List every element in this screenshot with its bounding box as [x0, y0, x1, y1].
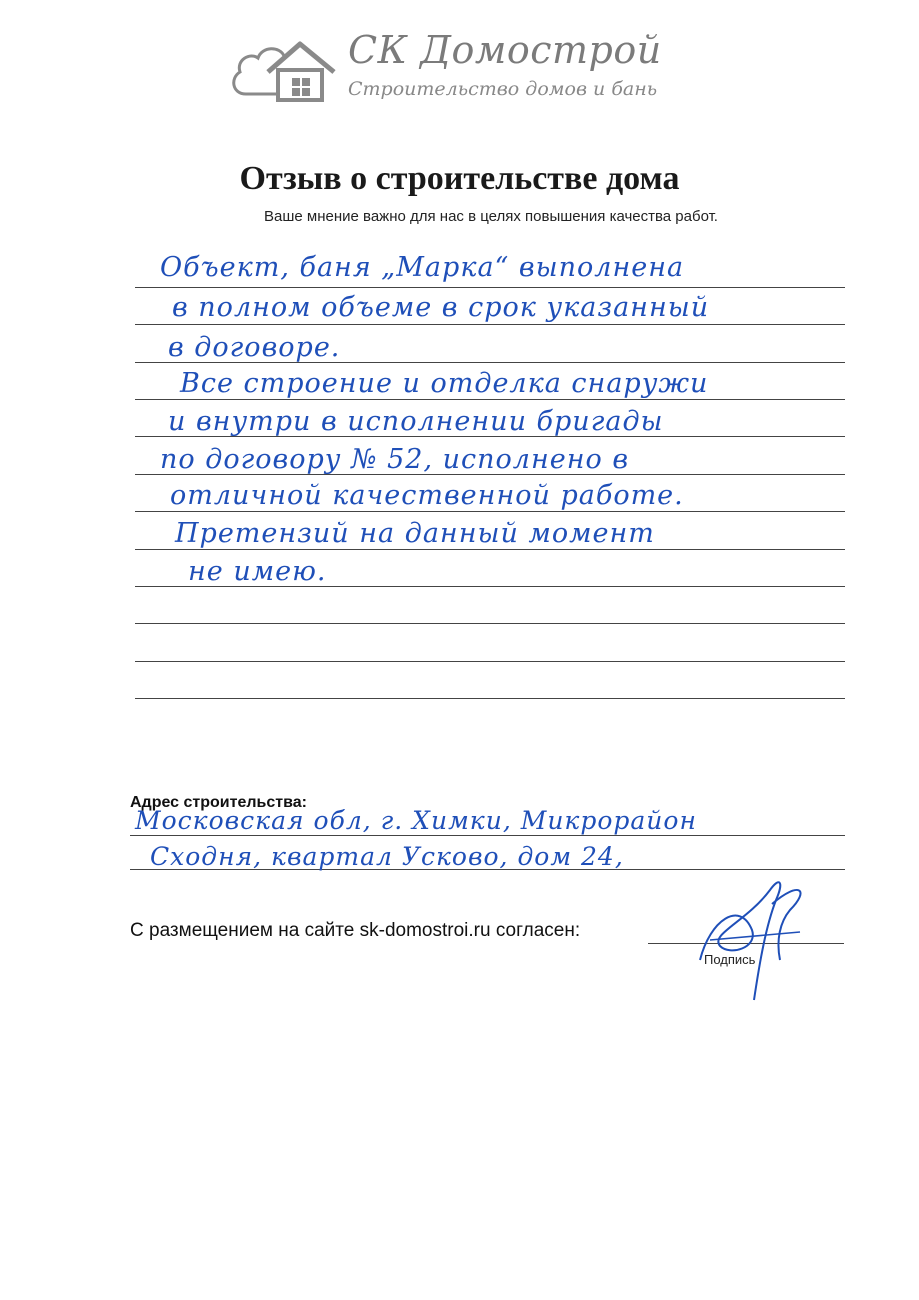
- logo-subtitle: Строительство домов и бань: [348, 78, 658, 100]
- review-line: по договору № 52, исполнено в: [160, 444, 630, 475]
- ruled-line: [135, 399, 845, 400]
- review-line: в полном объеме в срок указанный: [172, 292, 710, 323]
- review-line: отличной качественной работе.: [170, 480, 684, 511]
- ruled-line: [135, 698, 845, 699]
- ruled-line: [135, 511, 845, 512]
- ruled-line: [135, 324, 845, 325]
- ruled-line: [135, 623, 845, 624]
- address-label: Адрес строительства:: [130, 794, 307, 811]
- consent-label: С размещением на сайте sk-domostroi.ru согласен:: [130, 920, 581, 941]
- review-line: не имею.: [188, 556, 327, 587]
- ruled-line: [135, 549, 845, 550]
- review-line: в договоре.: [168, 332, 341, 363]
- signature-caption: Подпись: [704, 952, 756, 967]
- house-cloud-icon: [228, 28, 340, 106]
- address-line: Сходня, квартал Усково, дом 24,: [150, 842, 624, 871]
- address-line: Московская обл, г. Химки, Микрорайон: [135, 806, 697, 835]
- company-logo: [228, 18, 718, 108]
- review-line: Все строение и отделка снаружи: [180, 368, 709, 399]
- ruled-line: [135, 287, 845, 288]
- handwritten-signature: [680, 860, 840, 1010]
- review-line: Претензий на данный момент: [175, 518, 655, 549]
- review-line: Объект, баня „Марка“ выполнена: [160, 252, 685, 283]
- ruled-line: [130, 835, 845, 836]
- page-title: Отзыв о строительстве дома: [239, 160, 680, 197]
- ruled-line: [135, 661, 845, 662]
- review-line: и внутри в исполнении бригады: [168, 406, 664, 437]
- page-subtitle: Ваше мнение важно для нас в целях повышения качества работ.: [264, 208, 718, 225]
- logo-title: СК Домострой: [348, 28, 662, 72]
